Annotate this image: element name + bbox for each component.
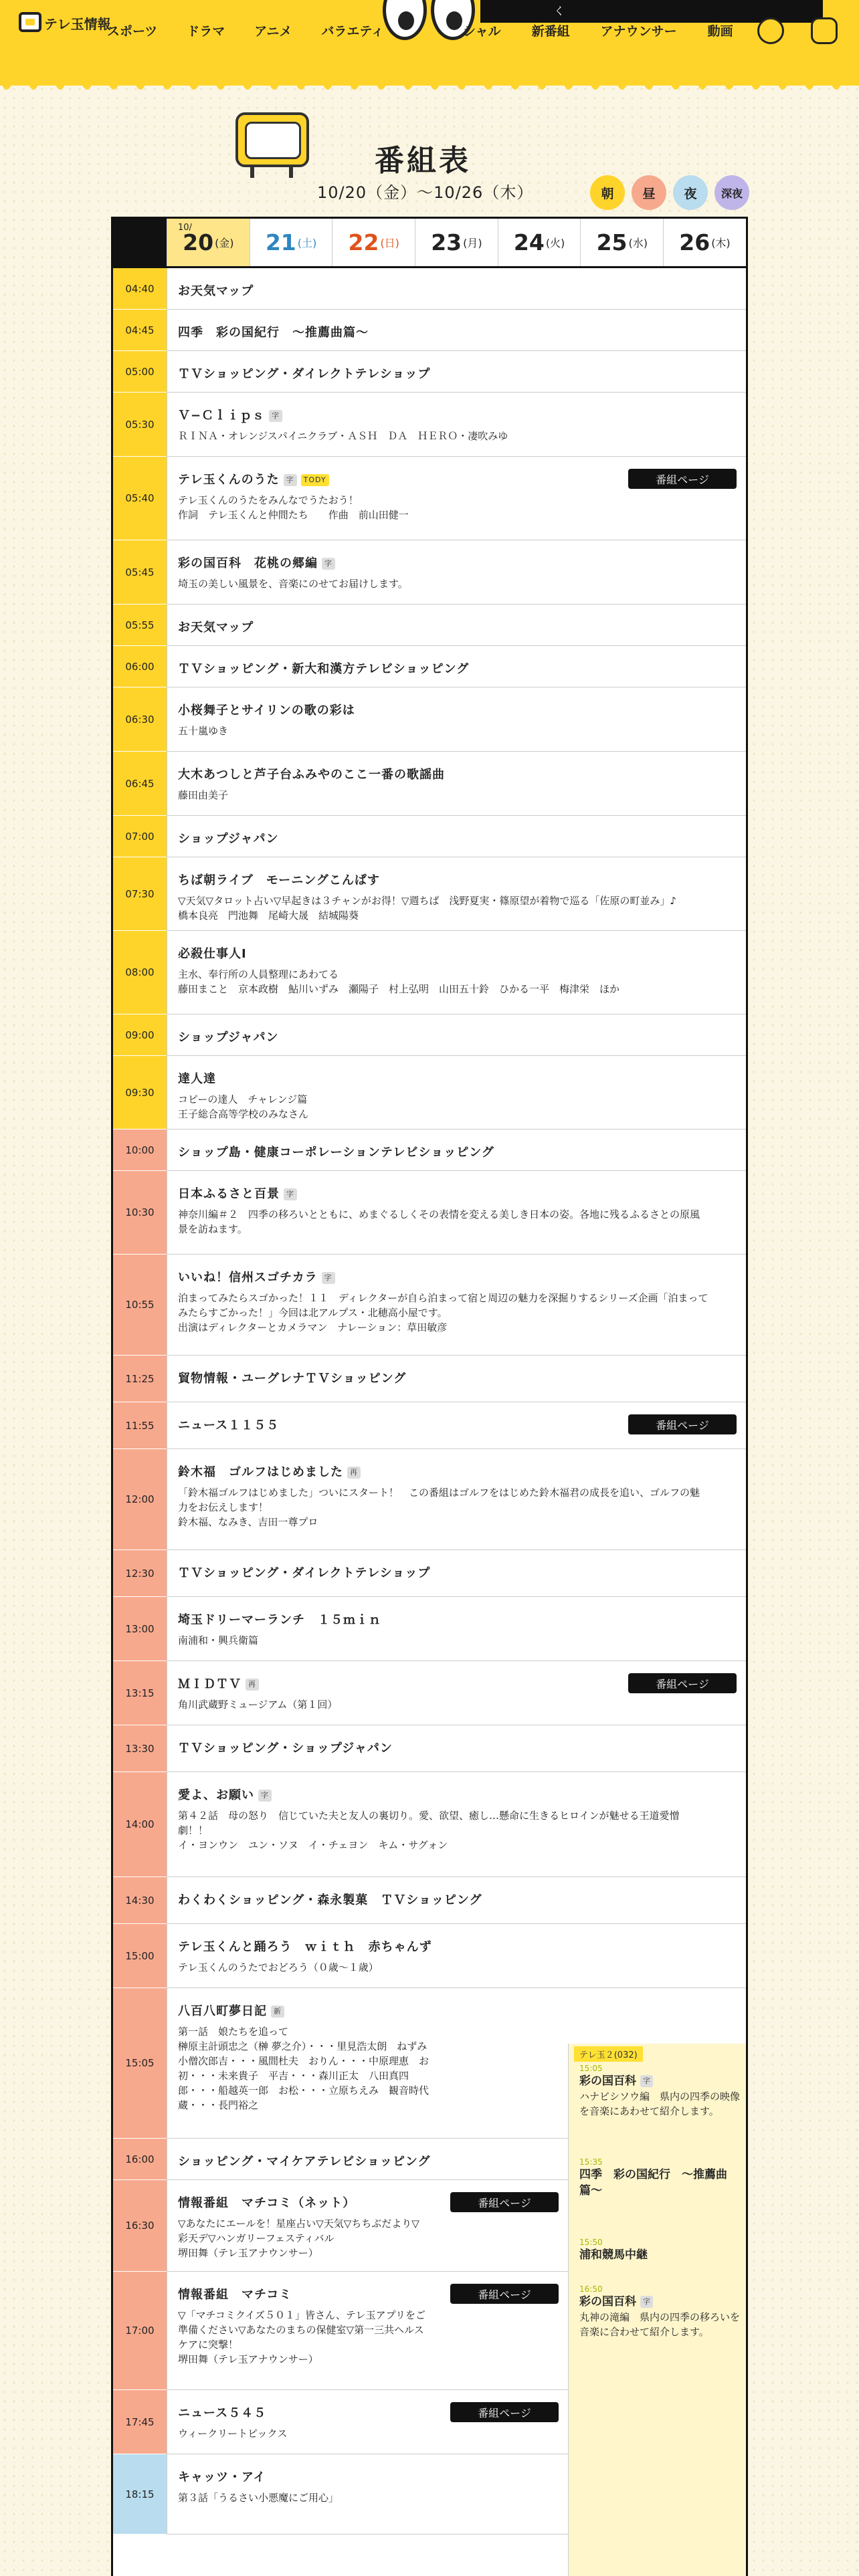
program-description-line: 彩天デ▽ハンガリーフェスティバル	[178, 2232, 335, 2244]
program-page-button[interactable]: 番組ページ	[628, 1414, 737, 1434]
time-slot: 18:15	[113, 2454, 167, 2535]
program-title: ニュース５４５	[178, 2406, 267, 2420]
program-description-line: 鈴木福、なみき、吉田一尊プロ	[178, 1516, 318, 1528]
time-slot: 13:00	[113, 1597, 167, 1661]
program-page-button[interactable]: 番組ページ	[628, 469, 737, 489]
program-description-line: 第４２話 母の怒り 信じていた夫と友人の裏切り。愛、欲望、癒し…懸命に生きるヒロインが魅せる王道愛憎	[178, 1810, 680, 1822]
program-description	[178, 2216, 559, 2260]
time-slot: 10:00	[113, 1130, 167, 1171]
program-description	[178, 893, 737, 923]
time-slot: 12:30	[113, 1550, 167, 1597]
time-slot: 06:00	[113, 646, 167, 687]
program-description	[178, 2490, 559, 2505]
program-description-line: 劇！！	[178, 1824, 209, 1836]
time-slot: 05:30	[113, 393, 167, 457]
sub-channel-item[interactable]	[579, 2064, 740, 2119]
sub-item-time: 15:35	[579, 2157, 603, 2167]
mascot-left-eye-icon	[383, 0, 427, 40]
program-title: ショップジャパン	[178, 832, 279, 846]
program-description-line: ウィークリートピックス	[178, 2428, 288, 2440]
time-slot: 07:30	[113, 857, 167, 931]
program-description-line: 力をお伝えします！	[178, 1501, 269, 1513]
program-row[interactable]	[167, 2180, 568, 2272]
program-row[interactable]	[167, 1255, 746, 1356]
nav-new-programs[interactable]: 新番組	[531, 24, 570, 39]
program-badge: 字	[322, 558, 335, 570]
program-title: ＴＶショッピング・ダイレクトテレショップ	[178, 367, 431, 381]
program-title: 達人達	[178, 1072, 216, 1086]
time-of-day-button[interactable]: 朝	[590, 175, 625, 210]
time-slot: 09:30	[113, 1056, 167, 1130]
program-row[interactable]	[167, 687, 746, 752]
day-tab-weekday: (火)	[545, 237, 565, 249]
main-nav-left	[107, 21, 413, 39]
program-row[interactable]	[167, 310, 746, 351]
nav-sports[interactable]: スポーツ	[107, 24, 158, 39]
day-tab-date: 25	[596, 229, 628, 255]
program-description	[178, 1960, 737, 1975]
program-row[interactable]	[167, 816, 746, 857]
program-row[interactable]	[167, 1877, 746, 1924]
program-description-line: 泊まってみたらスゴかった！１１ ディレクターが自ら泊まって宿と周辺の魅力を深掘りするシリーズ企画「泊まって	[178, 1292, 708, 1304]
program-badge: 字	[258, 1790, 272, 1802]
mascot-eyes	[383, 0, 476, 47]
program-description-line: みたらすごかった！」今回は北アルプス・北穂高小屋です。	[178, 1307, 448, 1319]
bar-arrow-icon[interactable]: く	[554, 5, 565, 17]
program-title: お天気マップ	[178, 284, 254, 298]
program-description	[178, 724, 737, 738]
program-title: 鈴木福 ゴルフはじめました	[178, 1465, 343, 1479]
program-badge: 字	[284, 474, 297, 486]
program-title: 愛よ、お願い	[178, 1788, 254, 1802]
program-title: 必殺仕事人Ⅰ	[178, 947, 247, 961]
program-description-line: 郎・・・船越英一郎 お松・・・立原ちえみ 観音時代	[178, 2084, 430, 2097]
program-row[interactable]	[167, 646, 746, 687]
time-of-day-button[interactable]: 深夜	[714, 175, 749, 210]
day-tab-month: 10/	[178, 223, 192, 233]
day-tab[interactable]	[663, 219, 746, 266]
program-title: 貿物情報・ユーグレナＴＶショッピング	[178, 1372, 407, 1386]
program-row[interactable]	[167, 857, 746, 931]
page-title: 番組表	[375, 144, 471, 178]
program-row[interactable]	[167, 2390, 568, 2454]
nav-variety[interactable]: バラエティ	[321, 24, 384, 39]
program-row[interactable]	[167, 1356, 746, 1402]
program-title: 大木あつしと芦子台ふみやのここ一番の歌謡曲	[178, 768, 445, 782]
program-description-line: 第３話「うるさい小悪魔にご用心」	[178, 2492, 339, 2504]
sub-item-description: ハナビシソウ編 県内の四季の映像を音楽にあわせて紹介します。	[579, 2090, 741, 2117]
program-row[interactable]	[167, 268, 746, 310]
program-description-line: 準備ください▽あなたのまちの保健室▽第一三共ヘルス	[178, 2324, 424, 2336]
program-row[interactable]	[167, 1171, 746, 1255]
time-slot: 10:30	[113, 1171, 167, 1255]
time-slot: 17:00	[113, 2272, 167, 2390]
time-slot: 06:45	[113, 752, 167, 816]
day-tab-date: 26	[679, 229, 710, 255]
program-row[interactable]	[167, 1924, 746, 1988]
program-title: ニュース１１５５	[178, 1418, 280, 1432]
program-title: ちば朝ライブ モーニングこんぱす	[178, 873, 380, 887]
day-tab-weekday: (木)	[711, 237, 731, 249]
day-tabs-spacer	[113, 219, 167, 266]
program-description-line: 景を訪ねます。	[178, 1223, 248, 1235]
program-description	[178, 2426, 559, 2441]
program-description-line: ケアに突撃！	[178, 2339, 239, 2351]
program-title: お天気マップ	[178, 621, 254, 635]
sub-item-time: 16:50	[579, 2284, 603, 2294]
day-tab[interactable]	[332, 219, 415, 266]
program-description	[178, 493, 737, 522]
sub-item-title: 彩の国百科	[579, 2074, 636, 2088]
logo-text: テレ玉情報	[44, 16, 111, 32]
day-tab-date: 24	[513, 229, 545, 255]
program-title: ＭＩＤＴＶ	[178, 1677, 242, 1691]
program-badge: 再	[347, 1467, 361, 1479]
time-slot: 11:25	[113, 1356, 167, 1402]
program-description-line: 角川武蔵野ミュージアム（第１回）	[178, 1699, 338, 1711]
time-slot: 05:40	[113, 457, 167, 540]
time-slot: 12:00	[113, 1449, 167, 1550]
sub-item-description: 丸神の滝編 県内の四季の移ろいを音楽に合わせて紹介します。	[579, 2311, 741, 2338]
time-slot: 15:05	[113, 1988, 167, 2139]
date-range: 10/20（金）〜10/26（木）	[317, 183, 534, 202]
sub-channel-item[interactable]	[579, 2284, 740, 2339]
program-description-line: ▽天気▽タロット占い▽早起きは３チャンがお得！▽週ちば 浅野夏実・篠原望が着物で巡る「佐原の町並み」♪	[178, 895, 676, 907]
time-slot: 16:30	[113, 2180, 167, 2272]
time-slot: 15:00	[113, 1924, 167, 1988]
program-description-line: 蔵・・・長門裕之	[178, 2099, 259, 2111]
schedule-table	[111, 217, 748, 2576]
program-description-line: イ・ヨンウン ユン・ソヌ イ・チェヨン キム・サグォン	[178, 1839, 448, 1851]
time-slot: 17:45	[113, 2390, 167, 2454]
program-title: 彩の国百科 花桃の郷編	[178, 556, 318, 570]
program-badge: 新	[271, 2006, 284, 2018]
program-title: ショップジャパン	[178, 1031, 279, 1045]
program-description	[178, 1485, 737, 1529]
program-row[interactable]	[167, 393, 746, 457]
program-row[interactable]	[167, 2272, 568, 2390]
program-row[interactable]	[167, 1772, 746, 1877]
program-badge-tody: TODY	[301, 474, 329, 486]
program-row[interactable]	[167, 1014, 746, 1056]
day-tab[interactable]	[167, 219, 250, 266]
program-title: いいね！信州スゴチカラ	[178, 1271, 318, 1285]
site-logo[interactable]	[19, 12, 111, 32]
program-page-button[interactable]: 番組ページ	[628, 1673, 737, 1693]
program-description-line: 堺田舞（テレ玉アナウンサー）	[178, 2353, 318, 2365]
program-title: 四季 彩の国紀行 〜推薦曲篇〜	[178, 326, 369, 340]
program-description-line: 堺田舞（テレ玉アナウンサー）	[178, 2247, 318, 2259]
program-description-line: 第一話 娘たちを追って	[178, 2026, 289, 2038]
program-description-line: 作詞 テレ玉くんと仲間たち 作曲 前山田健一	[178, 509, 409, 521]
time-slot: 08:00	[113, 931, 167, 1014]
program-description	[178, 2308, 559, 2367]
program-badge: 再	[246, 1679, 259, 1691]
program-description	[178, 1207, 737, 1237]
program-description	[178, 1697, 737, 1712]
sub-item-title: 彩の国百科	[579, 2295, 636, 2309]
program-title: 日本ふるさと百景	[178, 1187, 280, 1201]
program-description	[178, 1291, 737, 1335]
main-nav-right	[463, 21, 764, 39]
nav-announcers[interactable]: アナウンサー	[600, 24, 677, 39]
program-description	[178, 1808, 737, 1852]
day-tab-weekday: (日)	[380, 237, 399, 249]
program-row[interactable]	[167, 457, 746, 540]
program-description-line: 初・・・未来貴子 平吉・・・森川正太 八田真四	[178, 2070, 409, 2082]
time-slot: 14:30	[113, 1877, 167, 1924]
time-slot: 13:30	[113, 1725, 167, 1772]
program-title: ＴＶショッピング・ショップジャパン	[178, 1741, 393, 1755]
program-description-line: 南浦和・興兵衛篇	[178, 1634, 259, 1646]
day-tabs	[113, 219, 746, 268]
time-slot: 05:55	[113, 605, 167, 646]
program-description-line: コピーの達人 チャレンジ篇	[178, 1093, 308, 1105]
program-description-line: 橋本良亮 門池舞 尾崎大晟 結城陽葵	[178, 909, 359, 922]
program-title: テレ玉くんのうた	[178, 473, 280, 487]
program-row[interactable]	[167, 2139, 568, 2180]
program-badge: 字	[284, 1188, 297, 1200]
time-slot: 04:45	[113, 310, 167, 351]
nav-drama[interactable]: ドラマ	[187, 24, 225, 39]
program-title: キャッツ・アイ	[178, 2470, 266, 2484]
day-tab-weekday: (水)	[628, 237, 648, 249]
program-title: 小桜舞子とサイリンの歌の彩は	[178, 704, 355, 718]
program-page-button[interactable]: 番組ページ	[450, 2284, 559, 2304]
time-slot: 06:30	[113, 687, 167, 752]
sub-channel-item[interactable]	[579, 2238, 740, 2263]
program-row[interactable]	[167, 1550, 746, 1597]
tv-logo-icon	[19, 12, 41, 32]
program-row[interactable]	[167, 1661, 746, 1725]
program-description	[178, 1633, 737, 1648]
program-row[interactable]	[167, 605, 746, 646]
day-tab[interactable]	[250, 219, 332, 266]
program-page-button[interactable]: 番組ページ	[450, 2402, 559, 2422]
sub-item-title: 浦和競馬中継	[579, 2248, 648, 2262]
program-description	[178, 788, 737, 802]
tv-illustration	[235, 112, 309, 178]
program-title: Ｖ−Ｃｌｉｐｓ	[178, 409, 266, 423]
program-description-line: 「鈴木福ゴルフはじめました」ついにスタート！ この番組はゴルフをはじめた鈴木福君の成長を追い、ゴルフの魅	[178, 1487, 700, 1499]
program-description-line: テレ玉くんのうたをみんなでうたおう！	[178, 494, 359, 506]
program-description	[178, 576, 737, 591]
time-slot: 05:45	[113, 540, 167, 605]
sub-channel-panel	[568, 2044, 746, 2576]
nav-special[interactable]: シャル	[463, 24, 501, 39]
program-row[interactable]	[167, 540, 746, 605]
time-slot: 04:40	[113, 268, 167, 310]
day-tab-weekday: (土)	[297, 237, 317, 249]
sub-channel-label: テレ玉２(032)	[574, 2046, 643, 2062]
program-description-line: 藤田まこと 京本政樹 鮎川いずみ 瀬陽子 村上弘明 山田五十鈴 ひかる一平 梅津栄 ほか	[178, 983, 620, 995]
program-row[interactable]	[167, 1402, 746, 1449]
time-slot: 14:00	[113, 1772, 167, 1877]
sub-item-time: 15:05	[579, 2064, 603, 2073]
program-title: 埼玉ドリーマーランチ １５ｍｉｎ	[178, 1613, 381, 1627]
program-row[interactable]	[167, 1449, 746, 1550]
program-row[interactable]	[167, 351, 746, 393]
day-tab-date: 21	[265, 229, 296, 255]
program-description-line: ▽「マチコミクイズ５０１」皆さん、テレ玉アプリをご	[178, 2309, 426, 2321]
day-tab-date: 20	[183, 229, 214, 255]
program-row[interactable]	[167, 1056, 746, 1130]
mascot-icon[interactable]	[811, 17, 838, 44]
program-row[interactable]	[167, 1597, 746, 1661]
program-description-line: 藤田由美子	[178, 789, 229, 801]
program-description	[178, 1092, 737, 1121]
day-tab[interactable]	[498, 219, 581, 266]
program-description-line: 五十嵐ゆき	[178, 725, 229, 737]
program-title: テレ玉くんと踊ろう ｗｉｔｈ 赤ちゃんず	[178, 1940, 432, 1954]
program-description-line: テレ玉くんのうたでおどろう（０歳〜１歳）	[178, 1961, 379, 1973]
sub-channel-item[interactable]	[579, 2157, 740, 2199]
program-badge: 字	[269, 410, 282, 422]
time-slot: 16:00	[113, 2139, 167, 2180]
program-description-line: ▽あなたにエールを！星座占い▽天気▽ちちぶだより▽	[178, 2218, 419, 2230]
time-slot: 13:15	[113, 1661, 167, 1725]
program-description-line: 出演はディレクターとカメラマン ナレーション：草田敏彦	[178, 1321, 448, 1333]
program-row[interactable]	[167, 2454, 568, 2535]
program-description-line: 榊原主計頭忠之（榊 夢之介）・・・里見浩太朗 ねずみ	[178, 2040, 427, 2052]
program-title: ショッピング・マイケアテレビショッピング	[178, 2155, 431, 2169]
program-title: 情報番組 マチコミ	[178, 2288, 292, 2302]
day-tab-date: 22	[348, 229, 379, 255]
time-slot: 07:00	[113, 816, 167, 857]
sub-item-badge: 字	[640, 2075, 653, 2087]
tv-icon[interactable]	[757, 17, 784, 44]
program-description-line: 埼玉の美しい風景を、音楽にのせてお届けします。	[178, 578, 408, 590]
time-of-day-button[interactable]: 夜	[673, 175, 708, 210]
nav-anime[interactable]: アニメ	[254, 24, 292, 39]
program-title: 八百八町夢日記	[178, 2004, 267, 2018]
program-title: ＴＶショッピング・ダイレクトテレショップ	[178, 1566, 431, 1580]
program-row[interactable]	[167, 1725, 746, 1772]
program-title: ショップ島・健康コーポレーションテレビショッピング	[178, 1146, 494, 1160]
nav-videos[interactable]: 動画	[707, 24, 733, 39]
program-description-line: 主水、奉行所の人員整理にあわてる	[178, 968, 339, 980]
day-tab-weekday: (金)	[215, 237, 234, 249]
day-tab[interactable]	[580, 219, 663, 266]
program-description	[178, 967, 737, 996]
program-row[interactable]	[167, 752, 746, 816]
time-slot: 05:00	[113, 351, 167, 393]
day-tab-weekday: (月)	[463, 237, 482, 249]
day-tab-date: 23	[431, 229, 462, 255]
program-description-line: 小僧次郎吉・・・風間杜夫 おりん・・・中原理恵 お	[178, 2055, 430, 2067]
time-slot: 09:00	[113, 1014, 167, 1056]
program-row[interactable]	[167, 931, 746, 1014]
header-wave	[0, 80, 859, 99]
sub-item-time: 15:50	[579, 2238, 603, 2247]
program-title: ＴＶショッピング・新大和漢方テレビショッピング	[178, 662, 470, 676]
program-description	[178, 429, 737, 443]
program-title: 情報番組 マチコミ（ネット）	[178, 2196, 356, 2210]
time-slot: 11:55	[113, 1402, 167, 1449]
sub-item-badge: 字	[640, 2296, 653, 2308]
program-description-line: 王子総合高等学校のみなさん	[178, 1108, 309, 1120]
program-row[interactable]	[167, 1130, 746, 1171]
sub-item-title: 四季 彩の国紀行 〜推薦曲篇〜	[579, 2168, 727, 2197]
program-title: わくわくショッピング・森永製菓 ＴＶショッピング	[178, 1893, 482, 1907]
time-slot: 10:55	[113, 1255, 167, 1356]
day-tab[interactable]	[415, 219, 498, 266]
program-description-line: ＲＩＮＡ・オレンジスパイニクラブ・ＡＳＨ ＤＡ ＨＥＲＯ・凄吹みゆ	[178, 430, 508, 442]
program-page-button[interactable]: 番組ページ	[450, 2192, 559, 2212]
time-of-day-button[interactable]: 昼	[632, 175, 666, 210]
program-description-line: 神奈川編＃２ 四季の移ろいとともに、めまぐるしくその表情を変える美しき日本の姿。各地に残るふるさとの原風	[178, 1208, 700, 1220]
program-badge: 字	[322, 1272, 335, 1284]
